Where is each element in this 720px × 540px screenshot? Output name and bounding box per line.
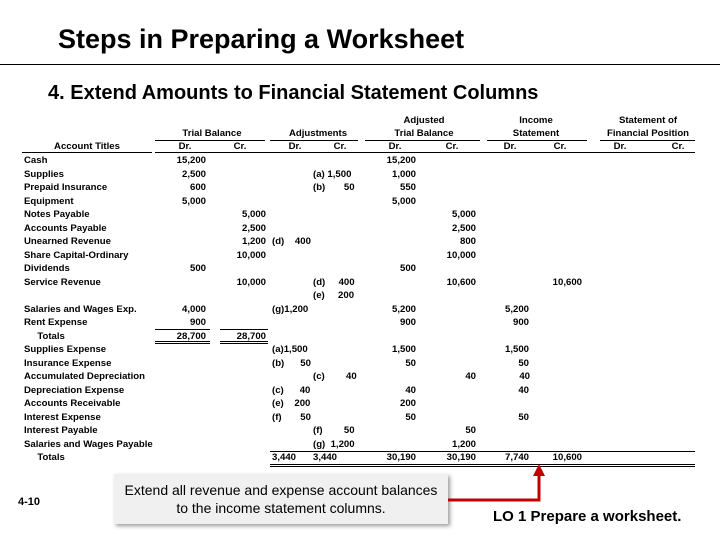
account-title: Interest Expense — [24, 411, 101, 423]
cell-adj-dr: (g)1,200 — [272, 303, 309, 315]
cell-is-cr: 10,600 — [552, 452, 582, 463]
cell-adj-dr: 3,440 — [272, 452, 297, 463]
header-sfp-dr: Dr. — [613, 141, 627, 152]
slide-number: 4-10 — [18, 496, 41, 508]
account-title: Rent Expense — [24, 317, 88, 328]
cell-tb-dr: 2,500 — [181, 168, 206, 180]
account-title: Supplies Expense — [24, 344, 107, 355]
callout-text: Extend all revenue and expense account balances to the income statement columns. — [124, 482, 438, 516]
cell-adj-cr: (b) 50 — [313, 182, 355, 193]
cell-atb-cr: 5,000 — [451, 209, 476, 220]
header-sfp-cr: Cr. — [671, 141, 685, 152]
cell-is-dr: 50 — [518, 357, 529, 369]
cell-atb-cr: 800 — [459, 236, 476, 247]
cell-tb-cr: 10,000 — [236, 276, 266, 288]
cell-atb-dr: 50 — [405, 357, 416, 369]
cell-atb-dr: 5,000 — [391, 195, 416, 207]
cell-adj-dr: (d) 400 — [272, 236, 311, 247]
callout-box — [114, 474, 448, 524]
learning-objective: LO 1 Prepare a worksheet. — [493, 508, 682, 525]
header-atb-dr: Dr. — [388, 141, 402, 152]
header-is-cr: Cr. — [553, 141, 567, 152]
account-title: Accumulated Depreciation — [24, 371, 146, 382]
cell-atb-dr: 1,000 — [391, 168, 416, 180]
header-statement-of: Statement of — [618, 115, 678, 126]
header-income-statement: Statement — [512, 128, 560, 139]
header-rule-adjusted-tb — [365, 140, 480, 141]
cell-tb-cr: 10,000 — [236, 249, 266, 261]
slide-subtitle: 4. Extend Amounts to Financial Statement Columns — [48, 82, 539, 104]
account-title: Accounts Payable — [24, 222, 107, 234]
account-title: Share Capital-Ordinary — [24, 249, 129, 261]
cell-tb-dr: 4,000 — [181, 303, 206, 315]
account-title: Cash — [24, 155, 48, 166]
cell-tb-cr: 5,000 — [241, 209, 266, 220]
cell-atb-dr: 1,500 — [391, 344, 416, 355]
cell-atb-cr: 2,500 — [451, 222, 476, 234]
account-title: Totals — [24, 452, 65, 463]
header-trial-balance: Trial Balance — [182, 128, 242, 139]
cell-tb-cr: 1,200 — [241, 236, 266, 247]
header-adjusted: Adjusted — [403, 115, 445, 126]
cell-tb-dr: 600 — [189, 182, 206, 193]
cell-atb-cr: 1,200 — [451, 438, 476, 450]
cell-atb-dr: 550 — [399, 182, 416, 193]
account-title: Service Revenue — [24, 276, 101, 288]
grand-total-double-rule-2 — [270, 466, 695, 467]
cell-adj-cr: (f) 50 — [313, 425, 355, 436]
double-rule-tb-dr-2 — [155, 343, 210, 344]
header-rule-trial-balance — [155, 140, 265, 141]
cell-atb-dr: 30,190 — [386, 452, 416, 463]
cell-is-cr: 10,600 — [552, 276, 582, 288]
cell-atb-dr: 50 — [405, 411, 416, 423]
cell-tb-dr: 15,200 — [176, 155, 206, 166]
cell-is-dr: 1,500 — [504, 344, 529, 355]
header-adj-cr: Cr. — [333, 141, 347, 152]
cell-sfp-dr: 40 — [519, 371, 530, 382]
account-title: Salaries and Wages Payable — [24, 438, 153, 450]
cell-tb-cr: 2,500 — [241, 222, 266, 234]
header-account-titles: Account Titles — [54, 141, 120, 152]
cell-adj-cr: (c) 40 — [313, 371, 357, 382]
account-title: Prepaid Insurance — [24, 182, 108, 193]
account-title: Notes Payable — [24, 209, 90, 220]
cell-atb-dr: 15,200 — [386, 155, 416, 166]
cell-adj-cr: (a) 1,500 — [313, 168, 352, 180]
account-title: Dividends — [24, 263, 70, 274]
cell-adj-dr: (f) 50 — [272, 411, 311, 423]
cell-tb-dr: 900 — [189, 317, 206, 328]
account-title: Accounts Receivable — [24, 398, 121, 409]
header-tb-cr: Cr. — [233, 141, 247, 152]
cell-adj-dr: (a)1,500 — [272, 344, 308, 355]
cell-tb-dr: 500 — [189, 263, 206, 274]
account-title: Depreciation Expense — [24, 384, 125, 396]
cell-atb-cr: 40 — [465, 371, 476, 382]
cell-is-dr: 5,200 — [504, 303, 529, 315]
cell-is-dr: 900 — [512, 317, 529, 328]
cell-tb-cr: 28,700 — [236, 330, 266, 342]
account-title: Salaries and Wages Exp. — [24, 303, 137, 315]
account-title: Insurance Expense — [24, 357, 112, 369]
account-title: Supplies — [24, 168, 64, 180]
cell-atb-dr: 900 — [399, 317, 416, 328]
cell-tb-dr: 5,000 — [181, 195, 206, 207]
header-atb-cr: Cr. — [445, 141, 459, 152]
header-adjustments: Adjustments — [288, 128, 348, 139]
header-adj-dr: Dr. — [288, 141, 302, 152]
cell-atb-dr: 40 — [405, 384, 416, 396]
cell-adj-cr: 3,440 — [313, 452, 338, 463]
cell-atb-dr: 500 — [399, 263, 416, 274]
cell-is-dr: 50 — [518, 411, 529, 423]
cell-adj-dr: (c) 40 — [272, 384, 311, 396]
cell-adj-cr: (g) 1,200 — [313, 438, 355, 450]
cell-adj-dr: (e) 200 — [272, 398, 311, 409]
cell-atb-cr: 10,600 — [446, 276, 476, 288]
header-income: Income — [519, 115, 553, 126]
header-is-dr: Dr. — [503, 141, 517, 152]
account-title: Totals — [24, 330, 65, 342]
cell-atb-cr: 50 — [465, 425, 476, 436]
cell-is-dr: 40 — [518, 384, 529, 396]
cell-is-dr: 7,740 — [504, 452, 529, 463]
account-title: Equipment — [24, 195, 74, 207]
account-title: Unearned Revenue — [24, 236, 111, 247]
cell-adj-cr: (d) 400 — [313, 276, 355, 288]
account-title: Interest Payable — [24, 425, 98, 436]
header-tb-dr: Dr. — [178, 141, 192, 152]
header-rule-income-statement — [487, 140, 587, 141]
cell-atb-cr: 10,000 — [446, 249, 476, 261]
cell-atb-dr: 200 — [399, 398, 416, 409]
cell-adj-cr: (e) 200 — [313, 290, 355, 301]
double-rule-tb-cr-2 — [220, 343, 268, 344]
header-adjusted-trial-balance: Trial Balance — [394, 128, 454, 139]
cell-atb-cr: 30,190 — [446, 452, 476, 463]
cell-atb-dr: 5,200 — [391, 303, 416, 315]
cell-tb-dr: 28,700 — [176, 330, 206, 342]
slide-title: Steps in Preparing a Worksheet — [58, 24, 465, 54]
header-financial-position: Financial Position — [606, 128, 690, 139]
header-rule-account-titles — [22, 152, 152, 153]
header-rule-dr-cr — [155, 152, 695, 153]
cell-adj-dr: (b) 50 — [272, 357, 311, 369]
grand-total-double-rule-1 — [270, 464, 695, 465]
